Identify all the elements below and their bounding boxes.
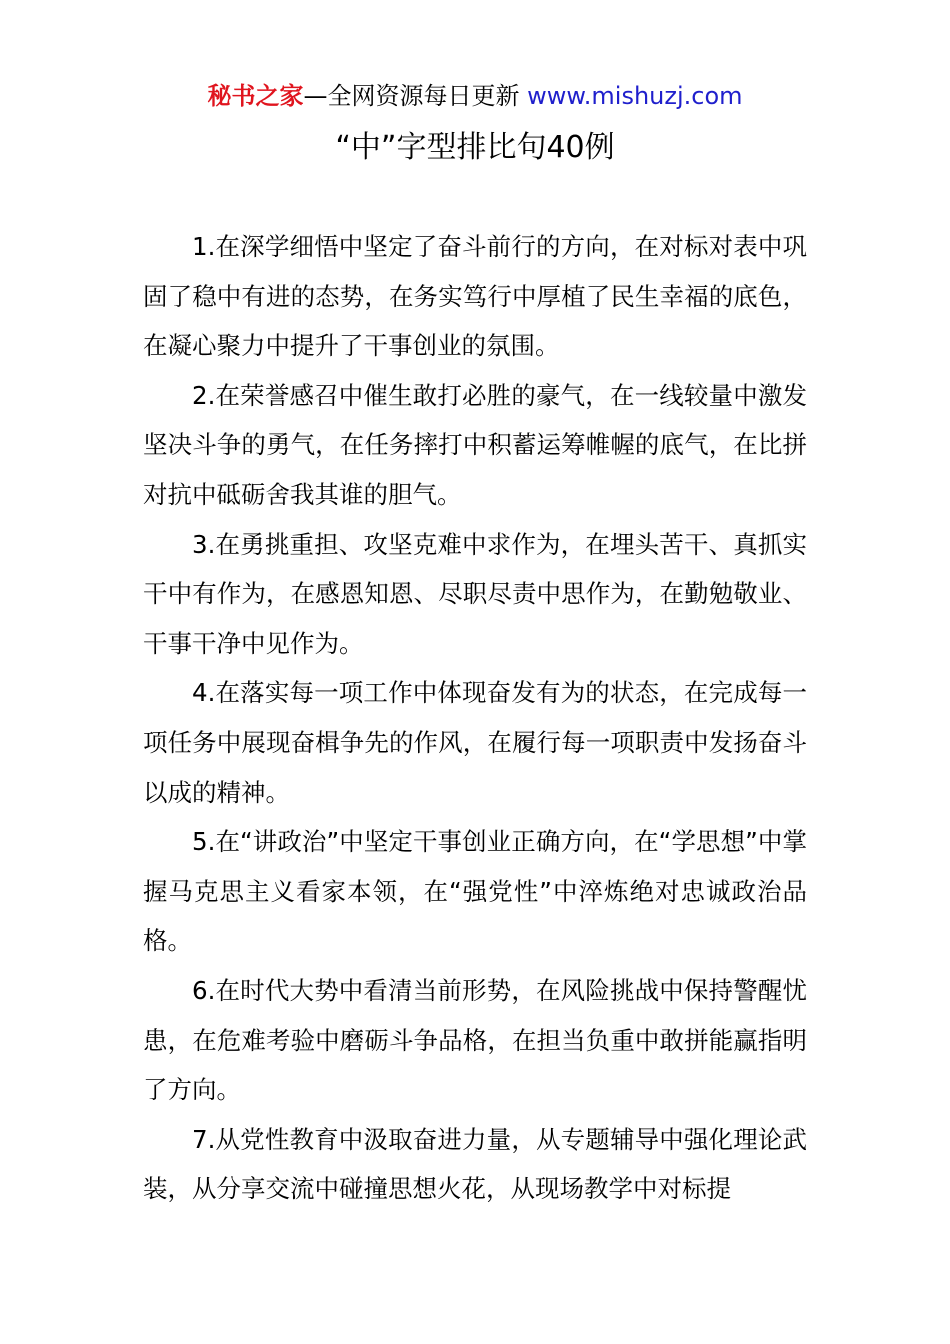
- site-url-link[interactable]: www.mishuzj.com: [527, 82, 743, 110]
- paragraph-7: 7.从党性教育中汲取奋进力量，从专题辅导中强化理论武装，从分享交流中碰撞思想火花，从现场教学中对标提: [143, 1124, 807, 1204]
- header-tagline: —全网资源每日更新: [303, 82, 520, 110]
- paragraph-1: 1.在深学细悟中坚定了奋斗前行的方向，在对标对表中巩固了稳中有进的态势，在务实笃行中厚植了民生幸福的底色，在凝心聚力中提升了干事创业的氛围。: [143, 232, 807, 361]
- document-body: [143, 222, 807, 1214]
- paragraph-6: 6.在时代大势中看清当前形势，在风险挑战中保持警醒忧患，在危难考验中磨砺斗争品格，在担当负重中敢拼能赢指明了方向。: [143, 975, 807, 1105]
- site-header: [0, 80, 950, 112]
- paragraph-3: 3.在勇挑重担、攻坚克难中求作为，在埋头苦干、真抓实干中有作为，在感恩知恩、尽职尽责中思作为，在勤勉敬业、干事干净中见作为。: [143, 529, 807, 658]
- paragraph-5: 5.在“讲政治”中坚定干事创业正确方向，在“学思想”中掌握马克思主义看家本领，在“强党性”中淬炼绝对忠诚政治品格。: [143, 827, 807, 956]
- paragraph-2: 2.在荣誉感召中催生敢打必胜的豪气，在一线较量中激发坚决斗争的勇气，在任务摔打中积蓄运筹帷幄的底气，在比拼对抗中砥砺舍我其谁的胆气。: [143, 380, 807, 509]
- document-title: “中”字型排比句40例: [335, 130, 615, 165]
- brand-name: 秘书之家: [207, 82, 304, 110]
- paragraph-4: 4.在落实每一项工作中体现奋发有为的状态，在完成每一项任务中展现奋楫争先的作风，在履行每一项职责中发扬奋斗以成的精神。: [143, 678, 807, 807]
